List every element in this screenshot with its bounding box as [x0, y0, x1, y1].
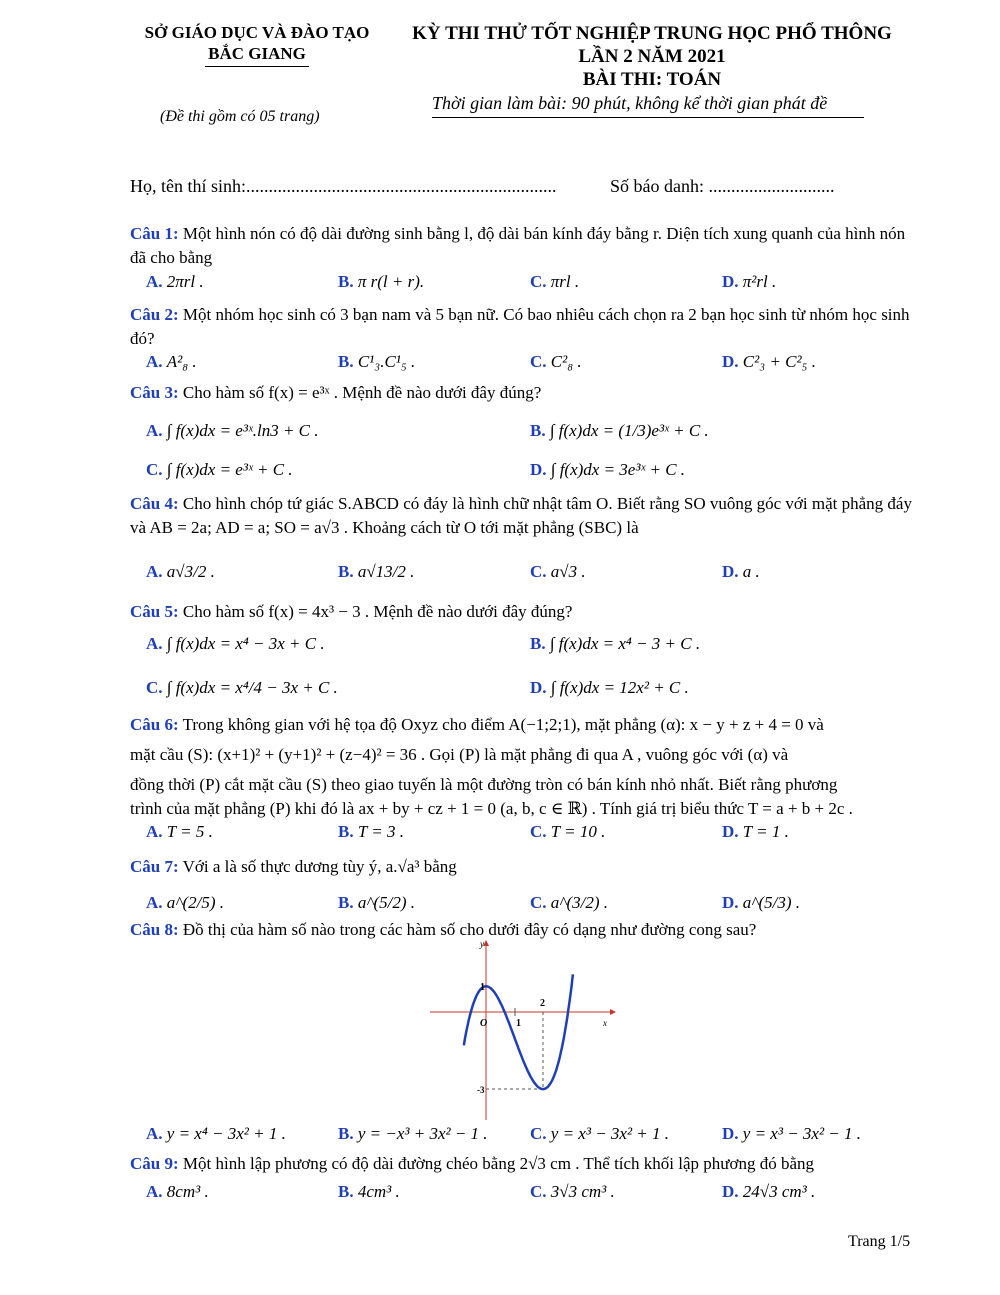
tick-label-y-neg3: -3 — [477, 1085, 485, 1095]
question-text-line3: đồng thời (P) cắt mặt cầu (S) theo giao tuyến là một đường tròn có bán kính nhỏ nhất. Biết rằng phương — [130, 775, 838, 794]
answer-8a: A. y = x⁴ − 3x² + 1 . — [146, 1124, 286, 1143]
answer-3c: C. ∫ f(x)dx = e³ˣ + C . — [146, 460, 293, 479]
cubic-graph — [420, 938, 620, 1123]
answer-8b: B. y = −x³ + 3x² − 1 . — [338, 1124, 488, 1143]
question-5 — [130, 600, 915, 624]
answer-2d: D. C²₃ + C²₅ . — [722, 352, 816, 371]
answer-7c: C. a^(3/2) . — [530, 893, 608, 912]
answer-4b: B. a√13/2 . — [338, 562, 415, 581]
answer-4c: C. a√3 . — [530, 562, 586, 581]
tick-label-y-1: 1 — [480, 982, 485, 993]
org-header — [132, 22, 382, 64]
question-label: Câu 3: — [130, 383, 179, 402]
answer-1d: D. π²rl . — [722, 272, 777, 291]
question-label: Câu 6: — [130, 715, 179, 734]
answer-2a: A. A²₈ . — [146, 352, 197, 371]
pages-note: (Đề thi gồm có 05 trang) — [160, 108, 320, 125]
answer-1c: C. πrl . — [530, 272, 580, 291]
answer-1b: B. π r(l + r). — [338, 272, 425, 291]
question-label: Câu 4: — [130, 494, 179, 513]
question-text: Đồ thị của hàm số nào trong các hàm số cho dưới đây có dạng như đường cong sau? — [182, 920, 757, 939]
question-4 — [130, 492, 915, 540]
question-label: Câu 7: — [130, 857, 179, 876]
exam-line2: LẦN 2 NĂM 2021 — [578, 46, 726, 67]
org-line1: SỞ GIÁO DỤC VÀ ĐÀO TẠO — [144, 23, 370, 42]
question-label: Câu 9: — [130, 1154, 179, 1173]
question-text: Một hình nón có độ dài đường sinh bằng l, độ dài bán kính đáy bằng r. Diện tích xung quanh của hình nón đã cho bằng — [130, 224, 906, 267]
tick-label-x-1: 1 — [516, 1018, 521, 1029]
page-number: Trang 1/5 — [848, 1233, 911, 1250]
question-text: Cho hình chóp tứ giác S.ABCD có đáy là hình chữ nhật tâm O. Biết rằng SO vuông góc với mặt phẳng đáy và AB = 2a; AD = a; SO = a√3 . Khoảng cách từ O tới mặt phẳng (SBC) là — [130, 494, 912, 537]
tick-label-x-2: 2 — [540, 998, 545, 1009]
question-text-line1: Trong không gian với hệ tọa độ Oxyz cho điểm A(−1;2;1), mặt phẳng (α): x − y + z + 4 = 0 và — [182, 715, 824, 734]
answer-9d: D. 24√3 cm³ . — [722, 1182, 816, 1201]
answer-9c: C. 3√3 cm³ . — [530, 1182, 615, 1201]
question-2 — [130, 303, 915, 351]
answer-2b: B. C¹₃.C¹₅ . — [338, 352, 416, 371]
x-axis-label: x — [603, 1018, 607, 1028]
question-9 — [130, 1152, 915, 1176]
answer-2c: C. C²₈ . — [530, 352, 582, 371]
answer-8c: C. y = x³ − 3x² + 1 . — [530, 1124, 670, 1143]
answer-7b: B. a^(5/2) . — [338, 893, 416, 912]
question-3 — [130, 381, 915, 405]
answer-5d: D. ∫ f(x)dx = 12x² + C . — [530, 678, 689, 697]
question-text: Cho hàm số f(x) = e³ˣ . Mệnh đề nào dưới đây đúng? — [182, 383, 542, 402]
answer-9a: A. 8cm³ . — [146, 1182, 209, 1201]
answer-4a: A. a√3/2 . — [146, 562, 215, 581]
x-axis-arrow-icon — [610, 1009, 616, 1015]
time-underline — [432, 117, 864, 118]
answer-6b: B. T = 3 . — [338, 822, 404, 841]
org-underline — [205, 66, 309, 67]
exam-line3: BÀI THI: TOÁN — [582, 69, 722, 90]
answer-1a: A. 2πrl . — [146, 272, 204, 291]
org-line2: BẮC GIANG — [208, 44, 306, 63]
answer-8d: D. y = x³ − 3x² − 1 . — [722, 1124, 862, 1143]
origin-label: O — [480, 1018, 488, 1029]
student-name-field: Họ, tên thí sinh:..................................................................... — [130, 176, 557, 196]
question-text: Cho hàm số f(x) = 4x³ − 3 . Mệnh đề nào dưới đây đúng? — [182, 602, 573, 621]
answer-6a: A. T = 5 . — [146, 822, 213, 841]
answer-7a: A. a^(2/5) . — [146, 893, 224, 912]
question-text: Một hình lập phương có độ dài đường chéo bằng 2√3 cm . Thể tích khối lập phương đó bằng — [182, 1154, 815, 1173]
question-text-line2: mặt cầu (S): (x+1)² + (y+1)² + (z−4)² = 36 . Gọi (P) là mặt phẳng đi qua A , vuông góc với (α) và — [130, 745, 789, 764]
question-label: Câu 8: — [130, 920, 179, 939]
answer-5a: A. ∫ f(x)dx = x⁴ − 3x + C . — [146, 634, 325, 653]
exam-line1: KỲ THI THỬ TỐT NGHIỆP TRUNG HỌC PHỔ THÔNG — [412, 23, 892, 44]
answer-5b: B. ∫ f(x)dx = x⁴ − 3 + C . — [530, 634, 701, 653]
answer-3a: A. ∫ f(x)dx = e³ˣ.ln3 + C . — [146, 421, 319, 440]
question-7 — [130, 855, 915, 879]
answer-3d: D. ∫ f(x)dx = 3e³ˣ + C . — [530, 460, 686, 479]
answer-9b: B. 4cm³ . — [338, 1182, 400, 1201]
exam-header — [392, 22, 912, 91]
y-axis-label: y — [480, 939, 484, 949]
answer-7d: D. a^(5/3) . — [722, 893, 800, 912]
answer-6d: D. T = 1 . — [722, 822, 789, 841]
answer-5c: C. ∫ f(x)dx = x⁴/4 − 3x + C . — [146, 678, 338, 697]
question-text: Một nhóm học sinh có 3 bạn nam và 5 bạn nữ. Có bao nhiêu cách chọn ra 2 bạn học sinh từ nhóm học sinh đó? — [130, 305, 910, 348]
question-label: Câu 2: — [130, 305, 179, 324]
question-1 — [130, 222, 915, 270]
answer-4d: D. a . — [722, 562, 760, 581]
question-label: Câu 1: — [130, 224, 179, 243]
question-label: Câu 5: — [130, 602, 179, 621]
student-id-field: Số báo danh: ............................ — [610, 176, 835, 196]
answer-3b: B. ∫ f(x)dx = (1/3)e³ˣ + C . — [530, 421, 709, 440]
question-text: Với a là số thực dương tùy ý, a.√a³ bằng — [182, 857, 457, 876]
answer-6c: C. T = 10 . — [530, 822, 606, 841]
time-note: Thời gian làm bài: 90 phút, không kể thời gian phát đề — [432, 93, 828, 113]
question-6 — [130, 713, 915, 821]
question-text-line4: trình của mặt phẳng (P) khi đó là ax + by + cz + 1 = 0 (a, b, c ∈ ℝ) . Tính giá trị biểu thức T = a + b + 2c . — [130, 799, 853, 818]
